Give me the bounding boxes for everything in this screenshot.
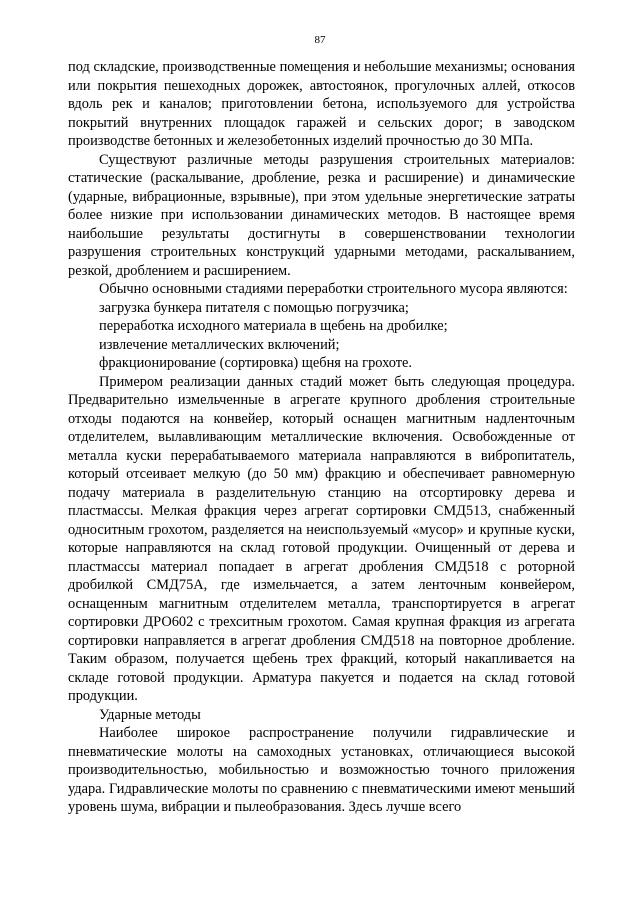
list-item: загрузка бункера питателя с помощью погрузчика;	[99, 299, 409, 316]
list-item: фракционирование (сортировка) щебня на грохоте.	[99, 355, 413, 371]
list-item: извлечение металлических включений;	[99, 336, 340, 353]
section-heading: Ударные методы	[99, 706, 201, 723]
document-body	[68, 58, 575, 817]
page-number: 87	[314, 34, 326, 46]
paragraph-2: Существуют различные методы разрушения строительных материалов: статические (раскалывание, дробление, резка и расширение) и динамические (ударные, вибрационные, взрывные), при этом удельные энергетические затраты более низкие при использовании динамических методов. В настоящее время наибольшие результаты достигнуты в совершенствовании технологии разрушения строительных конструкций ударными методами, раскалыванием, резкой, дроблением и расширением.	[68, 151, 575, 279]
paragraph-4: Примером реализации данных стадий может быть следующая процедура. Предварительно измельченные в агрегате крупного дробления строительные отходы подаются на конвейер, который оснащен магнитным надленточным отделителем, вылавливающим металлические включения. Освобожденные от металла куски перерабатываемого материала направляются в вибропитатель, который отсеивает мелкую (до 50 мм) фракцию и обеспечивает равномерную подачу материала в разделительную станцию на отсортировку дерева и пластмассы. Мелкая фракция через агрегат сортировки СМД513, снабженный односитным грохотом, разделяется на неиспользуемый «мусор» и крупные куски, которые направляются на склад готовой продукции. Очищенный от дерева и пластмассы материал попадает в агрегат дробления СМД518 с роторной дробилкой СМД75А, где измельчается, а затем ленточным конвейером, оснащенным магнитным отделителем металла, транспортируется в агрегат сортировки ДРО602 с трехситным грохотом. Самая крупная фракция из агрегата сортировки направляется в агрегат дробления СМД518 на повторное дробление. Таким образом, получается щебень трех фракций, который накапливается на складе готовой продукции. Арматура пакуется и подается на склад готовой продукции.	[68, 373, 575, 704]
list-item: переработка исходного материала в щебень на дробилке;	[99, 318, 448, 334]
paragraph-3: Обычно основными стадиями переработки строительного мусора являются:	[99, 281, 568, 297]
paragraph-5: Наиболее широкое распространение получили гидравлические и пневматические молоты на самоходных установках, отличающиеся высокой производительностью, мобильностью и возможностью точного приложения удара. Гидравлические молоты по сравнению с пневматическими имеют меньший уровень шума, вибрации и пылеобразования. Здесь лучше всего	[68, 725, 575, 815]
paragraph-1: под складские, производственные помещения и небольшие механизмы; основания или покрытия пешеходных дорожек, автостоянок, прогулочных аллей, откосов вдоль рек и каналов; приготовлении бетона, используемого для устройства покрытий внутренних площадок гаражей и сельских дорог; в заводском производстве бетонных и железобетонных изделий прочностью до 30 МПа.	[68, 59, 575, 149]
